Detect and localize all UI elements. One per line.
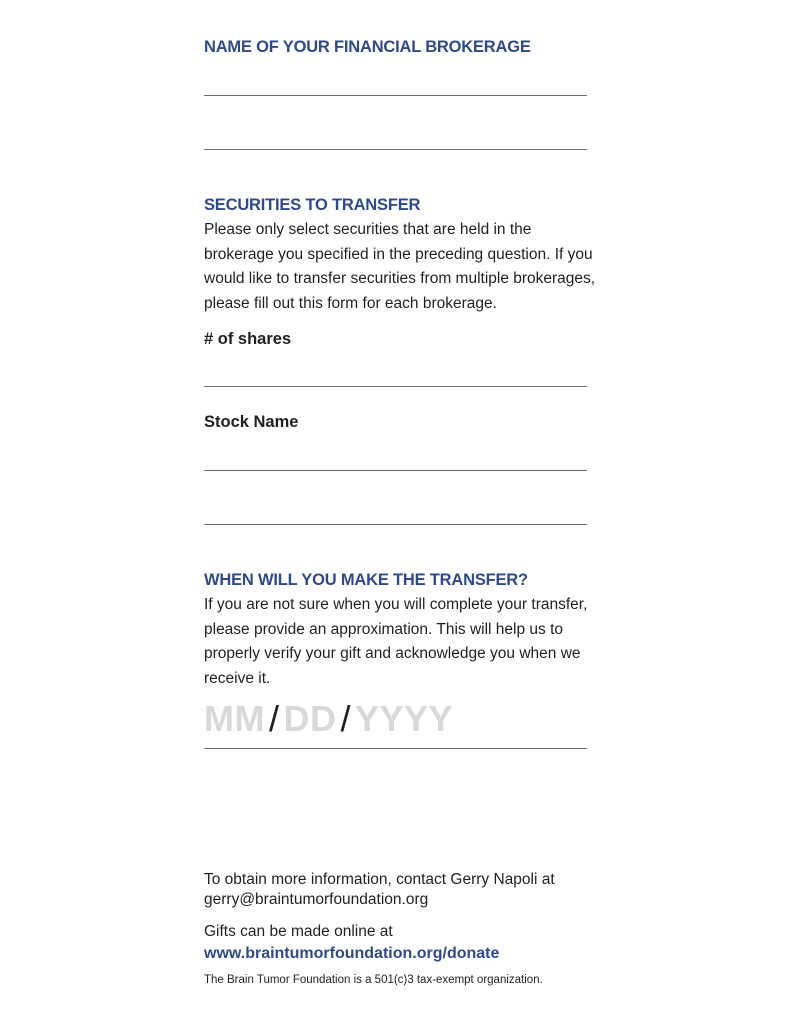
- transfer-date-instructions: If you are not sure when you will complete your transfer, please provide an approximation. This will help us to properly verify your gift and acknowledge you when we receive it.: [204, 596, 588, 687]
- transfer-date-line: [204, 748, 587, 749]
- month-placeholder[interactable]: MM: [204, 698, 265, 739]
- shares-label: # of shares: [204, 330, 292, 348]
- stock-name-label: Stock Name: [204, 413, 299, 431]
- brokerage-name-line-1[interactable]: [204, 95, 587, 96]
- stock-name-line-1[interactable]: [204, 470, 587, 471]
- transfer-date-heading: WHEN WILL YOU MAKE THE TRANSFER?: [204, 571, 528, 589]
- transfer-date-field[interactable]: [204, 698, 453, 740]
- donate-link[interactable]: www.braintumorfoundation.org/donate: [204, 945, 500, 962]
- shares-input-line[interactable]: [204, 386, 587, 387]
- date-separator: /: [268, 698, 280, 739]
- contact-email-link[interactable]: gerry@braintumorfoundation.org: [204, 891, 429, 908]
- brokerage-name-line-2[interactable]: [204, 149, 587, 150]
- tax-exempt-notice: The Brain Tumor Foundation is a 501(c)3 tax-exempt organization.: [204, 974, 543, 986]
- online-gifts-text: Gifts can be made online at: [204, 923, 393, 940]
- securities-instructions: Please only select securities that are held in the brokerage you specified in the preceding question. If you would like to transfer securities from multiple brokerages, please fill out this form for each brokerage.: [204, 221, 596, 312]
- day-placeholder[interactable]: DD: [283, 698, 337, 739]
- date-separator: /: [340, 698, 352, 739]
- stock-name-line-2[interactable]: [204, 524, 587, 525]
- contact-text: To obtain more information, contact Gerry Napoli at: [204, 871, 555, 888]
- securities-heading: SECURITIES TO TRANSFER: [204, 196, 421, 214]
- year-placeholder[interactable]: YYYY: [355, 698, 454, 739]
- brokerage-heading: NAME OF YOUR FINANCIAL BROKERAGE: [204, 38, 531, 56]
